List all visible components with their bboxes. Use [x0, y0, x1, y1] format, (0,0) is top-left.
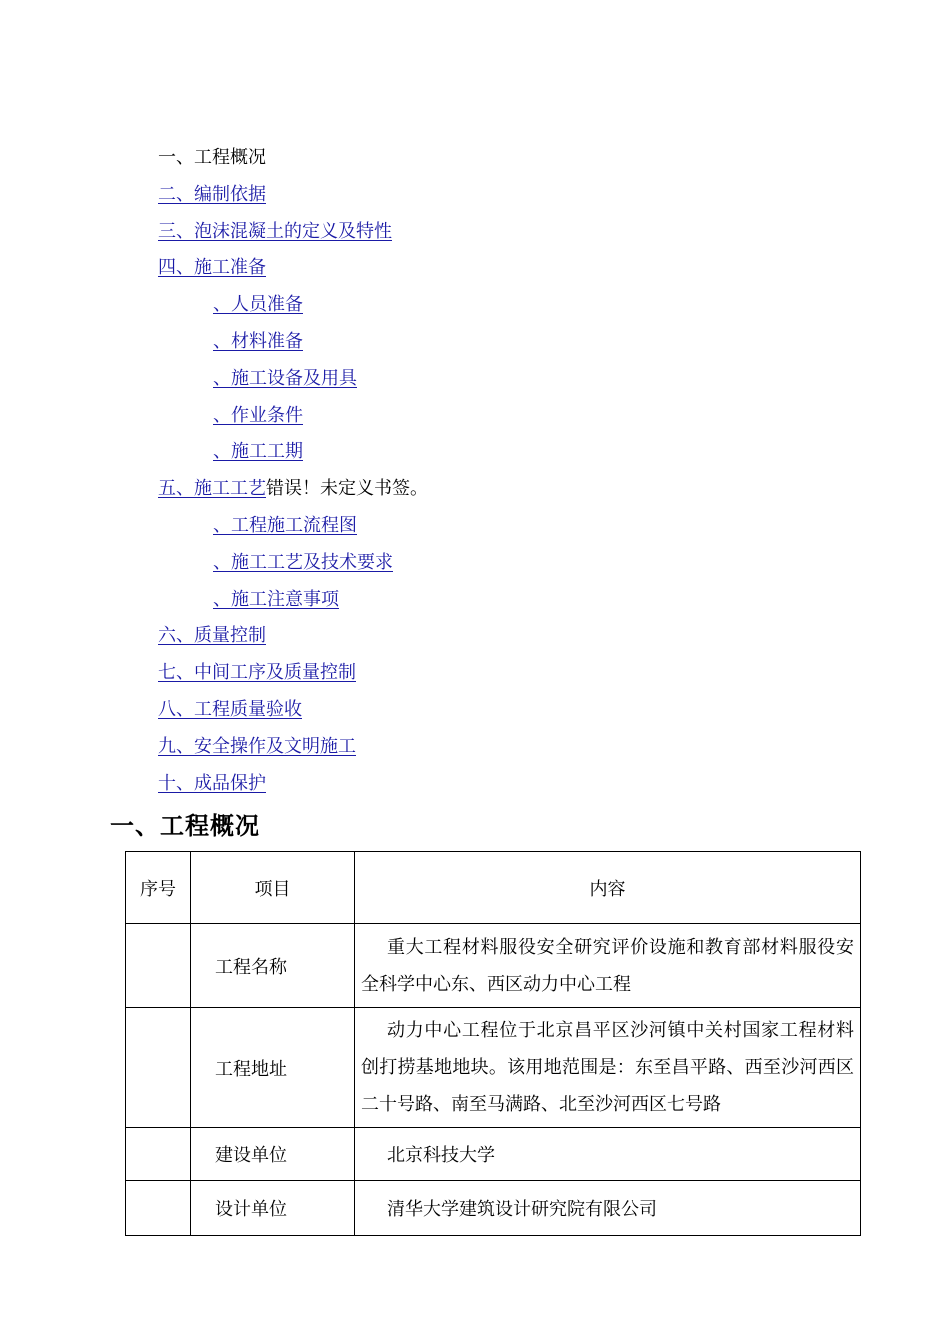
table-of-contents	[158, 140, 858, 802]
toc-subitem-5[interactable]	[158, 434, 858, 471]
toc-link[interactable]: 九、安全操作及文明施工	[158, 735, 356, 757]
row-no-cell	[126, 1008, 191, 1128]
toc-link[interactable]: 、作业条件	[213, 404, 303, 426]
toc-subitem-6[interactable]	[158, 508, 858, 545]
toc-subitem-8[interactable]	[158, 582, 858, 619]
header-cell-item: 项目	[191, 852, 355, 924]
toc-item-2[interactable]	[158, 177, 858, 214]
row-content-cell: 北京科技大学	[355, 1128, 861, 1181]
table-header-row	[126, 852, 861, 924]
toc-link[interactable]: 五、施工工艺	[158, 478, 266, 500]
row-no-cell	[126, 1181, 191, 1236]
toc-subitem-1[interactable]	[158, 287, 858, 324]
row-content-cell: 清华大学建筑设计研究院有限公司	[355, 1181, 861, 1236]
toc-subitem-4[interactable]	[158, 398, 858, 435]
row-content-cell: 动力中心工程位于北京昌平区沙河镇中关村国家工程材料创打捞基地地块。该用地范围是：东至昌平路、西至沙河西区二十号路、南至马满路、北至沙河西区七号路	[355, 1008, 861, 1128]
toc-link[interactable]: 三、泡沫混凝土的定义及特性	[158, 220, 392, 242]
table-row	[126, 924, 861, 1008]
toc-label: 一、工程概况	[158, 147, 266, 168]
row-item-cell: 工程名称	[191, 924, 355, 1008]
row-item-cell: 设计单位	[191, 1181, 355, 1236]
toc-link[interactable]: 、施工注意事项	[213, 588, 339, 610]
toc-link[interactable]: 六、质量控制	[158, 625, 266, 647]
toc-link[interactable]: 七、中间工序及质量控制	[158, 662, 356, 684]
row-content-cell: 重大工程材料服役安全研究评价设施和教育部材料服役安全科学中心东、西区动力中心工程	[355, 924, 861, 1008]
row-no-cell	[126, 1128, 191, 1181]
toc-subitem-2[interactable]	[158, 324, 858, 361]
toc-item-5[interactable]	[158, 471, 858, 508]
toc-item-10[interactable]	[158, 766, 858, 803]
toc-link[interactable]: 十、成品保护	[158, 772, 266, 794]
table-row	[126, 1128, 861, 1181]
toc-item-7[interactable]	[158, 655, 858, 692]
toc-link[interactable]: 、施工设备及用具	[213, 367, 357, 389]
project-overview-table	[125, 851, 861, 1236]
toc-link[interactable]: 、人员准备	[213, 294, 303, 316]
toc-link[interactable]: 、施工工期	[213, 441, 303, 463]
toc-item-3[interactable]	[158, 214, 858, 251]
row-item-cell: 工程地址	[191, 1008, 355, 1128]
bookmark-error-text: 错误！未定义书签。	[266, 478, 428, 500]
toc-link[interactable]: 、材料准备	[213, 330, 303, 352]
toc-subitem-7[interactable]	[158, 545, 858, 582]
header-cell-no: 序号	[126, 852, 191, 924]
row-item-cell: 建设单位	[191, 1128, 355, 1181]
section-heading: 一、工程概况	[110, 812, 260, 840]
row-no-cell	[126, 924, 191, 1008]
table-row	[126, 1008, 861, 1128]
toc-item-8[interactable]	[158, 692, 858, 729]
toc-link[interactable]: 八、工程质量验收	[158, 698, 302, 720]
toc-link[interactable]: 、施工工艺及技术要求	[213, 551, 393, 573]
toc-subitem-3[interactable]	[158, 361, 858, 398]
toc-link[interactable]: 、工程施工流程图	[213, 514, 357, 536]
toc-item-1	[158, 140, 858, 177]
table-row	[126, 1181, 861, 1236]
toc-item-6[interactable]	[158, 618, 858, 655]
toc-item-4[interactable]	[158, 250, 858, 287]
toc-link[interactable]: 二、编制依据	[158, 183, 266, 205]
toc-link[interactable]: 四、施工准备	[158, 257, 266, 279]
header-cell-content: 内容	[355, 852, 861, 924]
toc-item-9[interactable]	[158, 729, 858, 766]
